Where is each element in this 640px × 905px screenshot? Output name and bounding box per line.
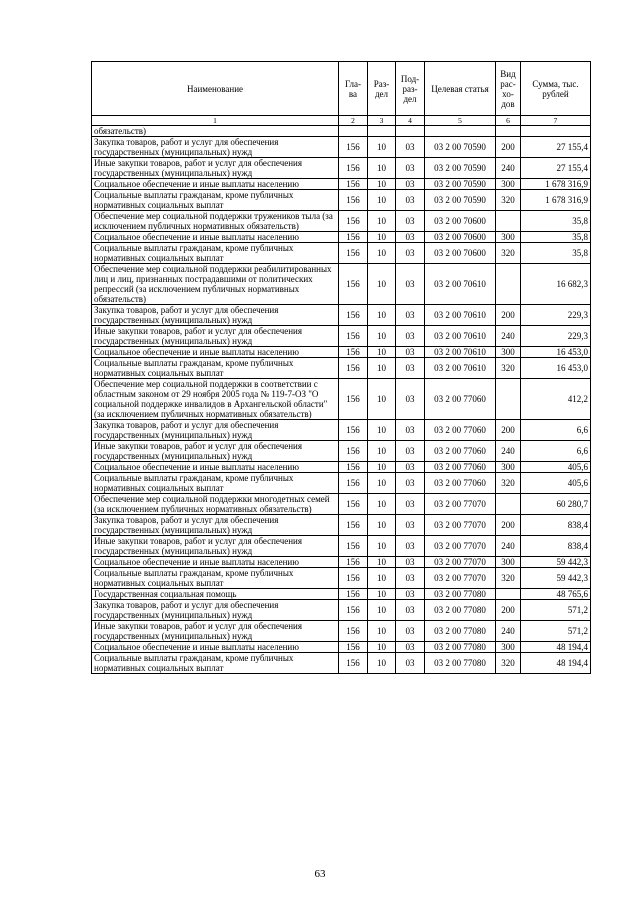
cell-expense-type: 320 (496, 190, 521, 211)
cell-target: 03 2 00 70610 (425, 264, 496, 305)
cell-amount: 48 194,4 (521, 642, 591, 653)
cell-subsection: 03 (396, 137, 425, 158)
page-number: 63 (314, 868, 326, 880)
table-row (92, 589, 591, 600)
cell-chapter: 156 (339, 232, 368, 243)
cell-subsection: 03 (396, 264, 425, 305)
cell-target: 03 2 00 77060 (425, 420, 496, 441)
cell-target: 03 2 00 77070 (425, 557, 496, 568)
cell-amount: 59 442,3 (521, 568, 591, 589)
cell-name: Социальное обеспечение и иные выплаты населению (92, 232, 339, 243)
table-row (92, 190, 591, 211)
cell-chapter: 156 (339, 568, 368, 589)
cell-target: 03 2 00 70590 (425, 179, 496, 190)
table-row (92, 494, 591, 515)
header-amount: Сумма, тыс. рублей (521, 62, 591, 116)
cell-section: 10 (368, 589, 396, 600)
cell-expense-type: 200 (496, 600, 521, 621)
table-row (92, 379, 591, 420)
cell-name: Социальные выплаты гражданам, кроме публичных нормативных социальных выплат (92, 568, 339, 589)
cell-section: 10 (368, 264, 396, 305)
cell-subsection: 03 (396, 653, 425, 674)
cell-amount: 412,2 (521, 379, 591, 420)
cell-target: 03 2 00 70610 (425, 326, 496, 347)
cell-target: 03 2 00 70600 (425, 243, 496, 264)
table-row (92, 462, 591, 473)
table-row (92, 557, 591, 568)
cell-chapter: 156 (339, 211, 368, 232)
cell-target (425, 126, 496, 137)
table-row (92, 326, 591, 347)
cell-chapter: 156 (339, 642, 368, 653)
cell-target: 03 2 00 77070 (425, 536, 496, 557)
cell-chapter: 156 (339, 494, 368, 515)
cell-chapter: 156 (339, 462, 368, 473)
cell-subsection: 03 (396, 379, 425, 420)
cell-amount: 1 678 316,9 (521, 179, 591, 190)
cell-amount: 48 765,6 (521, 589, 591, 600)
cell-section: 10 (368, 305, 396, 326)
cell-section: 10 (368, 158, 396, 179)
cell-section: 10 (368, 358, 396, 379)
cell-amount: 229,3 (521, 326, 591, 347)
cell-section: 10 (368, 137, 396, 158)
cell-subsection: 03 (396, 568, 425, 589)
cell-target: 03 2 00 77080 (425, 600, 496, 621)
cell-name: Социальные выплаты гражданам, кроме публичных нормативных социальных выплат (92, 243, 339, 264)
cell-amount: 35,8 (521, 232, 591, 243)
cell-chapter: 156 (339, 441, 368, 462)
table-row (92, 305, 591, 326)
cell-subsection: 03 (396, 642, 425, 653)
cell-target: 03 2 00 70610 (425, 305, 496, 326)
table-row (92, 232, 591, 243)
table-row (92, 158, 591, 179)
cell-expense-type (496, 126, 521, 137)
table-row (92, 568, 591, 589)
cell-section: 10 (368, 621, 396, 642)
cell-expense-type (496, 379, 521, 420)
cell-expense-type: 200 (496, 515, 521, 536)
cell-target: 03 2 00 77070 (425, 494, 496, 515)
cell-expense-type: 320 (496, 358, 521, 379)
column-number-row (92, 116, 591, 126)
cell-amount: 405,6 (521, 473, 591, 494)
cell-target: 03 2 00 70600 (425, 232, 496, 243)
table-row (92, 441, 591, 462)
cell-target: 03 2 00 77060 (425, 462, 496, 473)
cell-section: 10 (368, 600, 396, 621)
cell-expense-type: 240 (496, 536, 521, 557)
table-row (92, 515, 591, 536)
cell-section: 10 (368, 515, 396, 536)
budget-table (91, 61, 591, 674)
cell-name: Иные закупки товаров, работ и услуг для обеспечения государственных (муниципальных) нужд (92, 441, 339, 462)
cell-section: 10 (368, 536, 396, 557)
cell-amount: 27 155,4 (521, 158, 591, 179)
cell-target: 03 2 00 70590 (425, 190, 496, 211)
table-row (92, 358, 591, 379)
cell-chapter: 156 (339, 190, 368, 211)
cell-subsection: 03 (396, 557, 425, 568)
cell-subsection: 03 (396, 158, 425, 179)
cell-subsection: 03 (396, 190, 425, 211)
cell-subsection: 03 (396, 600, 425, 621)
cell-section: 10 (368, 642, 396, 653)
cell-name: Обеспечение мер социальной поддержки реабилитированных лиц и лиц, признанных пострадавшими от политических репрессий (за исключением публичных нормативных обязательств) (92, 264, 339, 305)
cell-name: обязательств) (92, 126, 339, 137)
table-row (92, 420, 591, 441)
cell-target: 03 2 00 77080 (425, 589, 496, 600)
cell-amount: 229,3 (521, 305, 591, 326)
cell-amount: 16 453,0 (521, 358, 591, 379)
table-row (92, 243, 591, 264)
cell-name: Закупка товаров, работ и услуг для обеспечения государственных (муниципальных) нужд (92, 600, 339, 621)
cell-name: Иные закупки товаров, работ и услуг для обеспечения государственных (муниципальных) нужд (92, 621, 339, 642)
header-expense-type: Вид рас-хо-дов (496, 62, 521, 116)
table-row (92, 211, 591, 232)
cell-amount: 838,4 (521, 515, 591, 536)
cell-section: 10 (368, 473, 396, 494)
cell-expense-type: 320 (496, 568, 521, 589)
cell-chapter: 156 (339, 536, 368, 557)
column-number: 3 (368, 116, 396, 126)
cell-amount: 405,6 (521, 462, 591, 473)
cell-chapter: 156 (339, 420, 368, 441)
cell-section: 10 (368, 441, 396, 462)
cell-chapter: 156 (339, 589, 368, 600)
header-name: Наименование (92, 62, 339, 116)
cell-section: 10 (368, 494, 396, 515)
column-number: 1 (92, 116, 339, 126)
cell-expense-type: 200 (496, 137, 521, 158)
table-row (92, 347, 591, 358)
cell-section (368, 126, 396, 137)
table-row (92, 264, 591, 305)
cell-name: Социальные выплаты гражданам, кроме публичных нормативных социальных выплат (92, 653, 339, 674)
cell-subsection: 03 (396, 179, 425, 190)
cell-amount: 6,6 (521, 420, 591, 441)
cell-expense-type: 300 (496, 462, 521, 473)
header-target: Целевая статья (425, 62, 496, 116)
cell-expense-type (496, 211, 521, 232)
cell-chapter: 156 (339, 621, 368, 642)
cell-section: 10 (368, 347, 396, 358)
cell-subsection (396, 126, 425, 137)
cell-chapter: 156 (339, 379, 368, 420)
cell-subsection: 03 (396, 441, 425, 462)
cell-expense-type: 320 (496, 653, 521, 674)
cell-name: Закупка товаров, работ и услуг для обеспечения государственных (муниципальных) нужд (92, 515, 339, 536)
cell-chapter: 156 (339, 557, 368, 568)
cell-section: 10 (368, 179, 396, 190)
cell-chapter: 156 (339, 305, 368, 326)
cell-name: Обеспечение мер социальной поддержки тружеников тыла (за исключением публичных нормативных обязательств) (92, 211, 339, 232)
header-chapter: Гла-ва (339, 62, 368, 116)
cell-section: 10 (368, 653, 396, 674)
table-row (92, 536, 591, 557)
cell-expense-type: 240 (496, 621, 521, 642)
cell-name: Обеспечение мер социальной поддержки многодетных семей (за исключением публичных нормативных обязательств) (92, 494, 339, 515)
cell-expense-type: 240 (496, 158, 521, 179)
cell-name: Закупка товаров, работ и услуг для обеспечения государственных (муниципальных) нужд (92, 305, 339, 326)
cell-target: 03 2 00 77060 (425, 473, 496, 494)
cell-amount: 1 678 316,9 (521, 190, 591, 211)
cell-amount: 35,8 (521, 243, 591, 264)
cell-amount: 571,2 (521, 621, 591, 642)
cell-chapter: 156 (339, 179, 368, 190)
table-body (92, 126, 591, 674)
cell-name: Социальное обеспечение и иные выплаты населению (92, 179, 339, 190)
cell-section: 10 (368, 190, 396, 211)
cell-section: 10 (368, 243, 396, 264)
cell-chapter: 156 (339, 600, 368, 621)
cell-target: 03 2 00 77060 (425, 379, 496, 420)
cell-amount: 16 682,3 (521, 264, 591, 305)
cell-name: Социальное обеспечение и иные выплаты населению (92, 347, 339, 358)
cell-chapter: 156 (339, 158, 368, 179)
table-row (92, 653, 591, 674)
cell-chapter: 156 (339, 653, 368, 674)
cell-chapter: 156 (339, 264, 368, 305)
cell-expense-type: 300 (496, 179, 521, 190)
cell-amount: 60 280,7 (521, 494, 591, 515)
header-subsection: Под-раз-дел (396, 62, 425, 116)
cell-subsection: 03 (396, 515, 425, 536)
cell-name: Социальное обеспечение и иные выплаты населению (92, 557, 339, 568)
cell-target: 03 2 00 77080 (425, 621, 496, 642)
cell-chapter (339, 126, 368, 137)
cell-subsection: 03 (396, 243, 425, 264)
cell-name: Социальное обеспечение и иные выплаты населению (92, 642, 339, 653)
cell-subsection: 03 (396, 232, 425, 243)
cell-target: 03 2 00 70590 (425, 137, 496, 158)
cell-name: Закупка товаров, работ и услуг для обеспечения государственных (муниципальных) нужд (92, 137, 339, 158)
cell-section: 10 (368, 379, 396, 420)
cell-amount: 6,6 (521, 441, 591, 462)
cell-expense-type: 300 (496, 557, 521, 568)
cell-subsection: 03 (396, 589, 425, 600)
cell-expense-type: 320 (496, 243, 521, 264)
table-row (92, 621, 591, 642)
cell-target: 03 2 00 70600 (425, 211, 496, 232)
cell-target: 03 2 00 70610 (425, 358, 496, 379)
cell-expense-type: 240 (496, 441, 521, 462)
cell-section: 10 (368, 557, 396, 568)
cell-subsection: 03 (396, 326, 425, 347)
cell-expense-type (496, 589, 521, 600)
cell-amount: 838,4 (521, 536, 591, 557)
column-number: 4 (396, 116, 425, 126)
cell-chapter: 156 (339, 473, 368, 494)
cell-subsection: 03 (396, 462, 425, 473)
cell-target: 03 2 00 77080 (425, 642, 496, 653)
table-row (92, 137, 591, 158)
cell-name: Иные закупки товаров, работ и услуг для обеспечения государственных (муниципальных) нужд (92, 158, 339, 179)
cell-chapter: 156 (339, 243, 368, 264)
cell-subsection: 03 (396, 358, 425, 379)
cell-chapter: 156 (339, 137, 368, 158)
cell-subsection: 03 (396, 305, 425, 326)
cell-expense-type: 300 (496, 347, 521, 358)
cell-chapter: 156 (339, 358, 368, 379)
cell-section: 10 (368, 462, 396, 473)
cell-subsection: 03 (396, 494, 425, 515)
cell-expense-type: 300 (496, 232, 521, 243)
cell-amount: 59 442,3 (521, 557, 591, 568)
cell-target: 03 2 00 70590 (425, 158, 496, 179)
cell-subsection: 03 (396, 536, 425, 557)
cell-name: Социальные выплаты гражданам, кроме публичных нормативных социальных выплат (92, 473, 339, 494)
cell-expense-type (496, 494, 521, 515)
cell-amount: 16 453,0 (521, 347, 591, 358)
cell-amount: 35,8 (521, 211, 591, 232)
table-row (92, 600, 591, 621)
cell-chapter: 156 (339, 347, 368, 358)
cell-section: 10 (368, 420, 396, 441)
header-section: Раз-дел (368, 62, 396, 116)
cell-subsection: 03 (396, 420, 425, 441)
cell-subsection: 03 (396, 211, 425, 232)
cell-expense-type: 320 (496, 473, 521, 494)
cell-name: Иные закупки товаров, работ и услуг для обеспечения государственных (муниципальных) нужд (92, 326, 339, 347)
cell-section: 10 (368, 211, 396, 232)
cell-expense-type: 300 (496, 642, 521, 653)
cell-chapter: 156 (339, 515, 368, 536)
cell-name: Государственная социальная помощь (92, 589, 339, 600)
header-row (92, 62, 591, 116)
column-number: 2 (339, 116, 368, 126)
cell-target: 03 2 00 77060 (425, 441, 496, 462)
cell-subsection: 03 (396, 347, 425, 358)
cell-name: Закупка товаров, работ и услуг для обеспечения государственных (муниципальных) нужд (92, 420, 339, 441)
cell-expense-type (496, 264, 521, 305)
cell-section: 10 (368, 232, 396, 243)
cell-section: 10 (368, 326, 396, 347)
table-row (92, 642, 591, 653)
cell-name: Социальные выплаты гражданам, кроме публичных нормативных социальных выплат (92, 358, 339, 379)
cell-amount: 27 155,4 (521, 137, 591, 158)
cell-name: Социальные выплаты гражданам, кроме публичных нормативных социальных выплат (92, 190, 339, 211)
column-number: 7 (521, 116, 591, 126)
column-number: 6 (496, 116, 521, 126)
cell-subsection: 03 (396, 621, 425, 642)
cell-subsection: 03 (396, 473, 425, 494)
cell-amount: 48 194,4 (521, 653, 591, 674)
cell-amount: 571,2 (521, 600, 591, 621)
cell-name: Социальное обеспечение и иные выплаты населению (92, 462, 339, 473)
cell-name: Иные закупки товаров, работ и услуг для обеспечения государственных (муниципальных) нужд (92, 536, 339, 557)
cell-section: 10 (368, 568, 396, 589)
column-number: 5 (425, 116, 496, 126)
cell-expense-type: 200 (496, 305, 521, 326)
table-row (92, 126, 591, 137)
table-row (92, 179, 591, 190)
cell-name: Обеспечение мер социальной поддержки в соответствии с областным законом от 29 ноября 2005 года № 119-7-ОЗ "О социальной поддержке инвалидов в Архангельской области" (за исключением публичных нормативных обязательств) (92, 379, 339, 420)
table-row (92, 473, 591, 494)
cell-expense-type: 200 (496, 420, 521, 441)
cell-amount (521, 126, 591, 137)
cell-target: 03 2 00 77070 (425, 568, 496, 589)
cell-expense-type: 240 (496, 326, 521, 347)
cell-target: 03 2 00 77070 (425, 515, 496, 536)
cell-target: 03 2 00 77080 (425, 653, 496, 674)
cell-target: 03 2 00 70610 (425, 347, 496, 358)
cell-chapter: 156 (339, 326, 368, 347)
